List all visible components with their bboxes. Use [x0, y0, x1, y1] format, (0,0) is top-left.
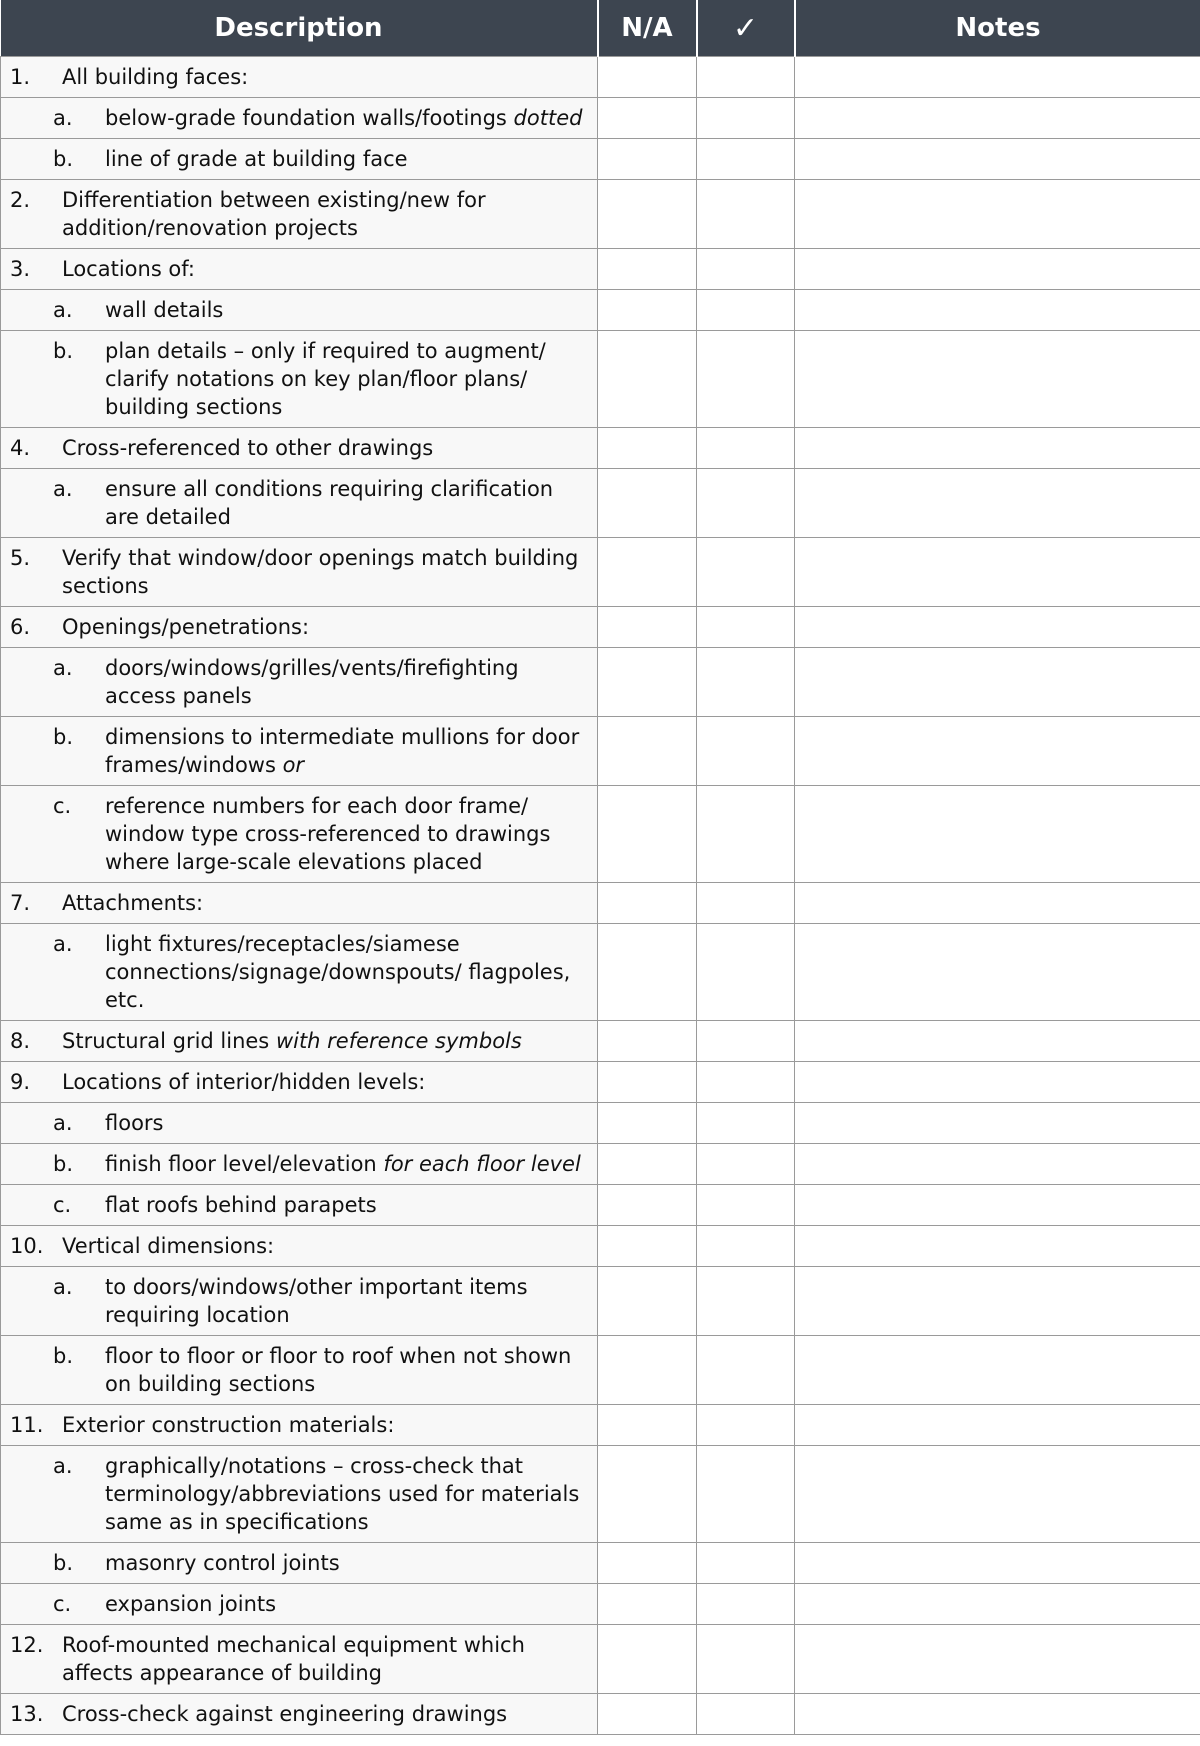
notes-cell[interactable]	[795, 924, 1200, 1021]
description-cell	[1, 98, 598, 139]
check-cell[interactable]	[697, 1185, 795, 1226]
item-text	[62, 1411, 597, 1439]
na-cell[interactable]	[598, 98, 697, 139]
item-number: 5.	[10, 546, 31, 570]
text-segment: Roof-mounted mechanical equipment which affects appearance of building	[62, 1633, 525, 1685]
item-number: 12.	[10, 1633, 44, 1657]
check-cell[interactable]	[697, 469, 795, 538]
item-number: 11.	[10, 1413, 44, 1437]
description-cell	[1, 1062, 598, 1103]
item-text	[105, 1273, 597, 1329]
description-cell	[1, 139, 598, 180]
item-text	[105, 792, 597, 876]
description-cell	[1, 1584, 598, 1625]
notes-cell[interactable]	[795, 98, 1200, 139]
na-cell[interactable]	[598, 290, 697, 331]
check-cell[interactable]	[697, 1625, 795, 1694]
item-text	[62, 544, 597, 600]
description-cell	[1, 1694, 598, 1735]
item-number: b.	[53, 1152, 74, 1176]
header-notes: Notes	[795, 0, 1200, 57]
item-number: c.	[53, 1592, 72, 1616]
notes-cell[interactable]	[795, 648, 1200, 717]
notes-cell[interactable]	[795, 1694, 1200, 1735]
check-cell[interactable]	[697, 786, 795, 883]
item-text	[105, 296, 597, 324]
na-cell[interactable]	[598, 428, 697, 469]
text-segment: Locations of:	[62, 257, 196, 281]
italic-text: with reference symbols	[275, 1029, 522, 1053]
check-cell[interactable]	[697, 648, 795, 717]
text-segment: Openings/penetrations:	[62, 615, 310, 639]
item-text	[105, 1452, 597, 1536]
notes-cell[interactable]	[795, 1405, 1200, 1446]
item-number: b.	[53, 147, 74, 171]
notes-cell[interactable]	[795, 1584, 1200, 1625]
na-cell[interactable]	[598, 1625, 697, 1694]
na-cell[interactable]	[598, 139, 697, 180]
text-segment: Exterior construction materials:	[62, 1413, 395, 1437]
na-cell[interactable]	[598, 786, 697, 883]
na-cell[interactable]	[598, 924, 697, 1021]
description-cell	[1, 924, 598, 1021]
table-row	[1, 98, 1200, 139]
check-cell[interactable]	[697, 1021, 795, 1062]
item-number: 9.	[10, 1070, 31, 1094]
description-cell	[1, 883, 598, 924]
item-number: a.	[53, 298, 73, 322]
item-text	[105, 1191, 597, 1219]
text-segment: Structural grid lines	[62, 1029, 276, 1053]
item-number: a.	[53, 1454, 73, 1478]
na-cell[interactable]	[598, 57, 697, 98]
item-number: b.	[53, 1344, 74, 1368]
table-row	[1, 648, 1200, 717]
header-check: ✓	[697, 0, 795, 57]
check-cell[interactable]	[697, 139, 795, 180]
check-cell[interactable]	[697, 98, 795, 139]
text-segment: Vertical dimensions:	[62, 1234, 275, 1258]
item-text	[105, 723, 597, 779]
header-na: N/A	[598, 0, 697, 57]
text-segment: finish floor level/elevation	[105, 1152, 384, 1176]
table-row	[1, 428, 1200, 469]
check-cell[interactable]	[697, 1694, 795, 1735]
na-cell[interactable]	[598, 1144, 697, 1185]
notes-cell[interactable]	[795, 538, 1200, 607]
text-segment: below-grade foundation walls/footings	[105, 106, 514, 130]
description-cell	[1, 1144, 598, 1185]
check-cell[interactable]	[697, 1062, 795, 1103]
item-number: b.	[53, 725, 74, 749]
item-text	[62, 1631, 597, 1687]
na-cell[interactable]	[598, 1694, 697, 1735]
italic-text: dotted	[513, 106, 583, 130]
text-segment: doors/windows/grilles/vents/firefighting access panels	[105, 656, 519, 708]
na-cell[interactable]	[598, 180, 697, 249]
table-row	[1, 717, 1200, 786]
item-text	[62, 186, 597, 242]
notes-cell[interactable]	[795, 786, 1200, 883]
notes-cell[interactable]	[795, 57, 1200, 98]
item-number: a.	[53, 1275, 73, 1299]
text-segment: graphically/notations – cross-check that terminology/abbreviations used for materials same as in specifications	[105, 1454, 580, 1534]
text-segment: floors	[105, 1111, 164, 1135]
item-number: a.	[53, 106, 73, 130]
table-row	[1, 1543, 1200, 1584]
check-cell[interactable]	[697, 1446, 795, 1543]
text-segment: plan details – only if required to augment/ clarify notations on key plan/floor plans/ building sections	[105, 339, 546, 419]
na-cell[interactable]	[598, 1103, 697, 1144]
table-row	[1, 1062, 1200, 1103]
item-number: a.	[53, 1111, 73, 1135]
table-row	[1, 1405, 1200, 1446]
na-cell[interactable]	[598, 1584, 697, 1625]
description-cell	[1, 1405, 598, 1446]
item-number: 3.	[10, 257, 31, 281]
item-number: 13.	[10, 1702, 44, 1726]
check-cell[interactable]	[697, 924, 795, 1021]
table-row	[1, 883, 1200, 924]
description-cell	[1, 1226, 598, 1267]
na-cell[interactable]	[598, 469, 697, 538]
na-cell[interactable]	[598, 1185, 697, 1226]
notes-cell[interactable]	[795, 1021, 1200, 1062]
table-row	[1, 469, 1200, 538]
text-segment: flat roofs behind parapets	[105, 1193, 377, 1217]
item-number: 2.	[10, 188, 31, 212]
table-row	[1, 1103, 1200, 1144]
notes-cell[interactable]	[795, 1144, 1200, 1185]
check-cell[interactable]	[697, 1226, 795, 1267]
check-cell[interactable]	[697, 1267, 795, 1336]
na-cell[interactable]	[598, 1543, 697, 1584]
table-row	[1, 139, 1200, 180]
item-text	[105, 1590, 597, 1618]
notes-cell[interactable]	[795, 1226, 1200, 1267]
description-cell	[1, 648, 598, 717]
table-row	[1, 1446, 1200, 1543]
text-segment: Verify that window/door openings match building sections	[62, 546, 579, 598]
na-cell[interactable]	[598, 1405, 697, 1446]
description-cell	[1, 428, 598, 469]
table-row	[1, 249, 1200, 290]
item-text	[62, 889, 597, 917]
check-cell[interactable]	[697, 57, 795, 98]
na-cell[interactable]	[598, 1267, 697, 1336]
description-cell	[1, 1446, 598, 1543]
notes-cell[interactable]	[795, 1336, 1200, 1405]
description-cell	[1, 607, 598, 648]
notes-cell[interactable]	[795, 180, 1200, 249]
table-row	[1, 180, 1200, 249]
notes-cell[interactable]	[795, 607, 1200, 648]
text-segment: ensure all conditions requiring clarification are detailed	[105, 477, 554, 529]
na-cell[interactable]	[598, 1021, 697, 1062]
check-cell[interactable]	[697, 428, 795, 469]
table-row	[1, 1336, 1200, 1405]
table-row	[1, 57, 1200, 98]
check-cell[interactable]	[697, 1144, 795, 1185]
na-cell[interactable]	[598, 538, 697, 607]
item-text	[105, 145, 597, 173]
notes-cell[interactable]	[795, 883, 1200, 924]
item-text	[62, 1068, 597, 1096]
text-segment: Differentiation between existing/new for addition/renovation projects	[62, 188, 486, 240]
text-segment: floor to floor or floor to roof when not shown on building sections	[105, 1344, 572, 1396]
text-segment: Locations of interior/hidden levels:	[62, 1070, 426, 1094]
check-cell[interactable]	[697, 290, 795, 331]
check-cell[interactable]	[697, 1405, 795, 1446]
notes-cell[interactable]	[795, 139, 1200, 180]
item-number: 10.	[10, 1234, 44, 1258]
item-text	[105, 654, 597, 710]
check-cell[interactable]	[697, 331, 795, 428]
item-number: 7.	[10, 891, 31, 915]
item-number: 1.	[10, 65, 31, 89]
table-row	[1, 1584, 1200, 1625]
item-number: c.	[53, 794, 72, 818]
notes-cell[interactable]	[795, 1103, 1200, 1144]
text-segment: All building faces:	[62, 65, 249, 89]
item-text	[105, 104, 597, 132]
na-cell[interactable]	[598, 883, 697, 924]
table-row	[1, 1021, 1200, 1062]
na-cell[interactable]	[598, 1226, 697, 1267]
item-text	[62, 1232, 597, 1260]
table-row	[1, 1694, 1200, 1735]
notes-cell[interactable]	[795, 1543, 1200, 1584]
check-cell[interactable]	[697, 1336, 795, 1405]
text-segment: wall details	[105, 298, 224, 322]
description-cell	[1, 290, 598, 331]
item-text	[105, 1150, 597, 1178]
item-text	[62, 613, 597, 641]
italic-text: or	[282, 753, 305, 777]
text-segment: reference numbers for each door frame/ window type cross-referenced to drawings where large-scale elevations placed	[105, 794, 551, 874]
text-segment: to doors/windows/other important items requiring location	[105, 1275, 528, 1327]
table-row	[1, 1144, 1200, 1185]
na-cell[interactable]	[598, 717, 697, 786]
description-cell	[1, 1336, 598, 1405]
description-cell	[1, 786, 598, 883]
text-segment: dimensions to intermediate mullions for door frames/windows	[105, 725, 580, 777]
text-segment: Cross-check against engineering drawings	[62, 1702, 508, 1726]
item-number: a.	[53, 656, 73, 680]
na-cell[interactable]	[598, 648, 697, 717]
text-segment: line of grade at building face	[105, 147, 408, 171]
text-segment: expansion joints	[105, 1592, 277, 1616]
na-cell[interactable]	[598, 1062, 697, 1103]
italic-text: for each floor level	[383, 1152, 581, 1176]
table-row	[1, 1267, 1200, 1336]
na-cell[interactable]	[598, 1446, 697, 1543]
table-row	[1, 538, 1200, 607]
item-number: 8.	[10, 1029, 31, 1053]
description-cell	[1, 1267, 598, 1336]
text-segment: masonry control joints	[105, 1551, 340, 1575]
text-segment: Attachments:	[62, 891, 204, 915]
table-row	[1, 1185, 1200, 1226]
item-text	[105, 337, 597, 421]
table-row	[1, 331, 1200, 428]
description-cell	[1, 331, 598, 428]
description-cell	[1, 1185, 598, 1226]
notes-cell[interactable]	[795, 1185, 1200, 1226]
description-cell	[1, 1543, 598, 1584]
notes-cell[interactable]	[795, 1446, 1200, 1543]
table-row	[1, 924, 1200, 1021]
notes-cell[interactable]	[795, 1062, 1200, 1103]
check-cell[interactable]	[697, 1543, 795, 1584]
item-text	[62, 1027, 597, 1055]
notes-cell[interactable]	[795, 428, 1200, 469]
item-number: c.	[53, 1193, 72, 1217]
text-segment: Cross-referenced to other drawings	[62, 436, 434, 460]
item-text	[105, 1109, 597, 1137]
text-segment: light fixtures/receptacles/siamese connections/signage/downspouts/ flagpoles, etc.	[105, 932, 571, 1012]
header-description: Description	[1, 0, 598, 57]
check-cell[interactable]	[697, 883, 795, 924]
item-number: b.	[53, 1551, 74, 1575]
description-cell	[1, 1625, 598, 1694]
item-text	[105, 475, 597, 531]
check-cell[interactable]	[697, 717, 795, 786]
item-text	[105, 1342, 597, 1398]
item-number: a.	[53, 477, 73, 501]
notes-cell[interactable]	[795, 290, 1200, 331]
table-row	[1, 786, 1200, 883]
item-number: 6.	[10, 615, 31, 639]
description-cell	[1, 1021, 598, 1062]
notes-cell[interactable]	[795, 331, 1200, 428]
description-cell	[1, 717, 598, 786]
description-cell	[1, 249, 598, 290]
item-text	[105, 930, 597, 1014]
notes-cell[interactable]	[795, 1625, 1200, 1694]
notes-cell[interactable]	[795, 249, 1200, 290]
na-cell[interactable]	[598, 1336, 697, 1405]
na-cell[interactable]	[598, 607, 697, 648]
table-row	[1, 290, 1200, 331]
description-cell	[1, 1103, 598, 1144]
notes-cell[interactable]	[795, 717, 1200, 786]
na-cell[interactable]	[598, 249, 697, 290]
check-cell[interactable]	[697, 1584, 795, 1625]
notes-cell[interactable]	[795, 1267, 1200, 1336]
check-cell[interactable]	[697, 1103, 795, 1144]
check-cell[interactable]	[697, 180, 795, 249]
table-row	[1, 1226, 1200, 1267]
check-cell[interactable]	[697, 607, 795, 648]
check-cell[interactable]	[697, 538, 795, 607]
item-number: 4.	[10, 436, 31, 460]
item-text	[62, 1700, 597, 1728]
item-text	[62, 434, 597, 462]
item-number: a.	[53, 932, 73, 956]
description-cell	[1, 469, 598, 538]
table-row	[1, 1625, 1200, 1694]
item-text	[105, 1549, 597, 1577]
description-cell	[1, 57, 598, 98]
notes-cell[interactable]	[795, 469, 1200, 538]
description-cell	[1, 180, 598, 249]
description-cell	[1, 538, 598, 607]
item-number: b.	[53, 339, 74, 363]
check-cell[interactable]	[697, 249, 795, 290]
table-row	[1, 607, 1200, 648]
header-row	[1, 0, 1200, 57]
item-text	[62, 63, 597, 91]
na-cell[interactable]	[598, 331, 697, 428]
item-text	[62, 255, 597, 283]
